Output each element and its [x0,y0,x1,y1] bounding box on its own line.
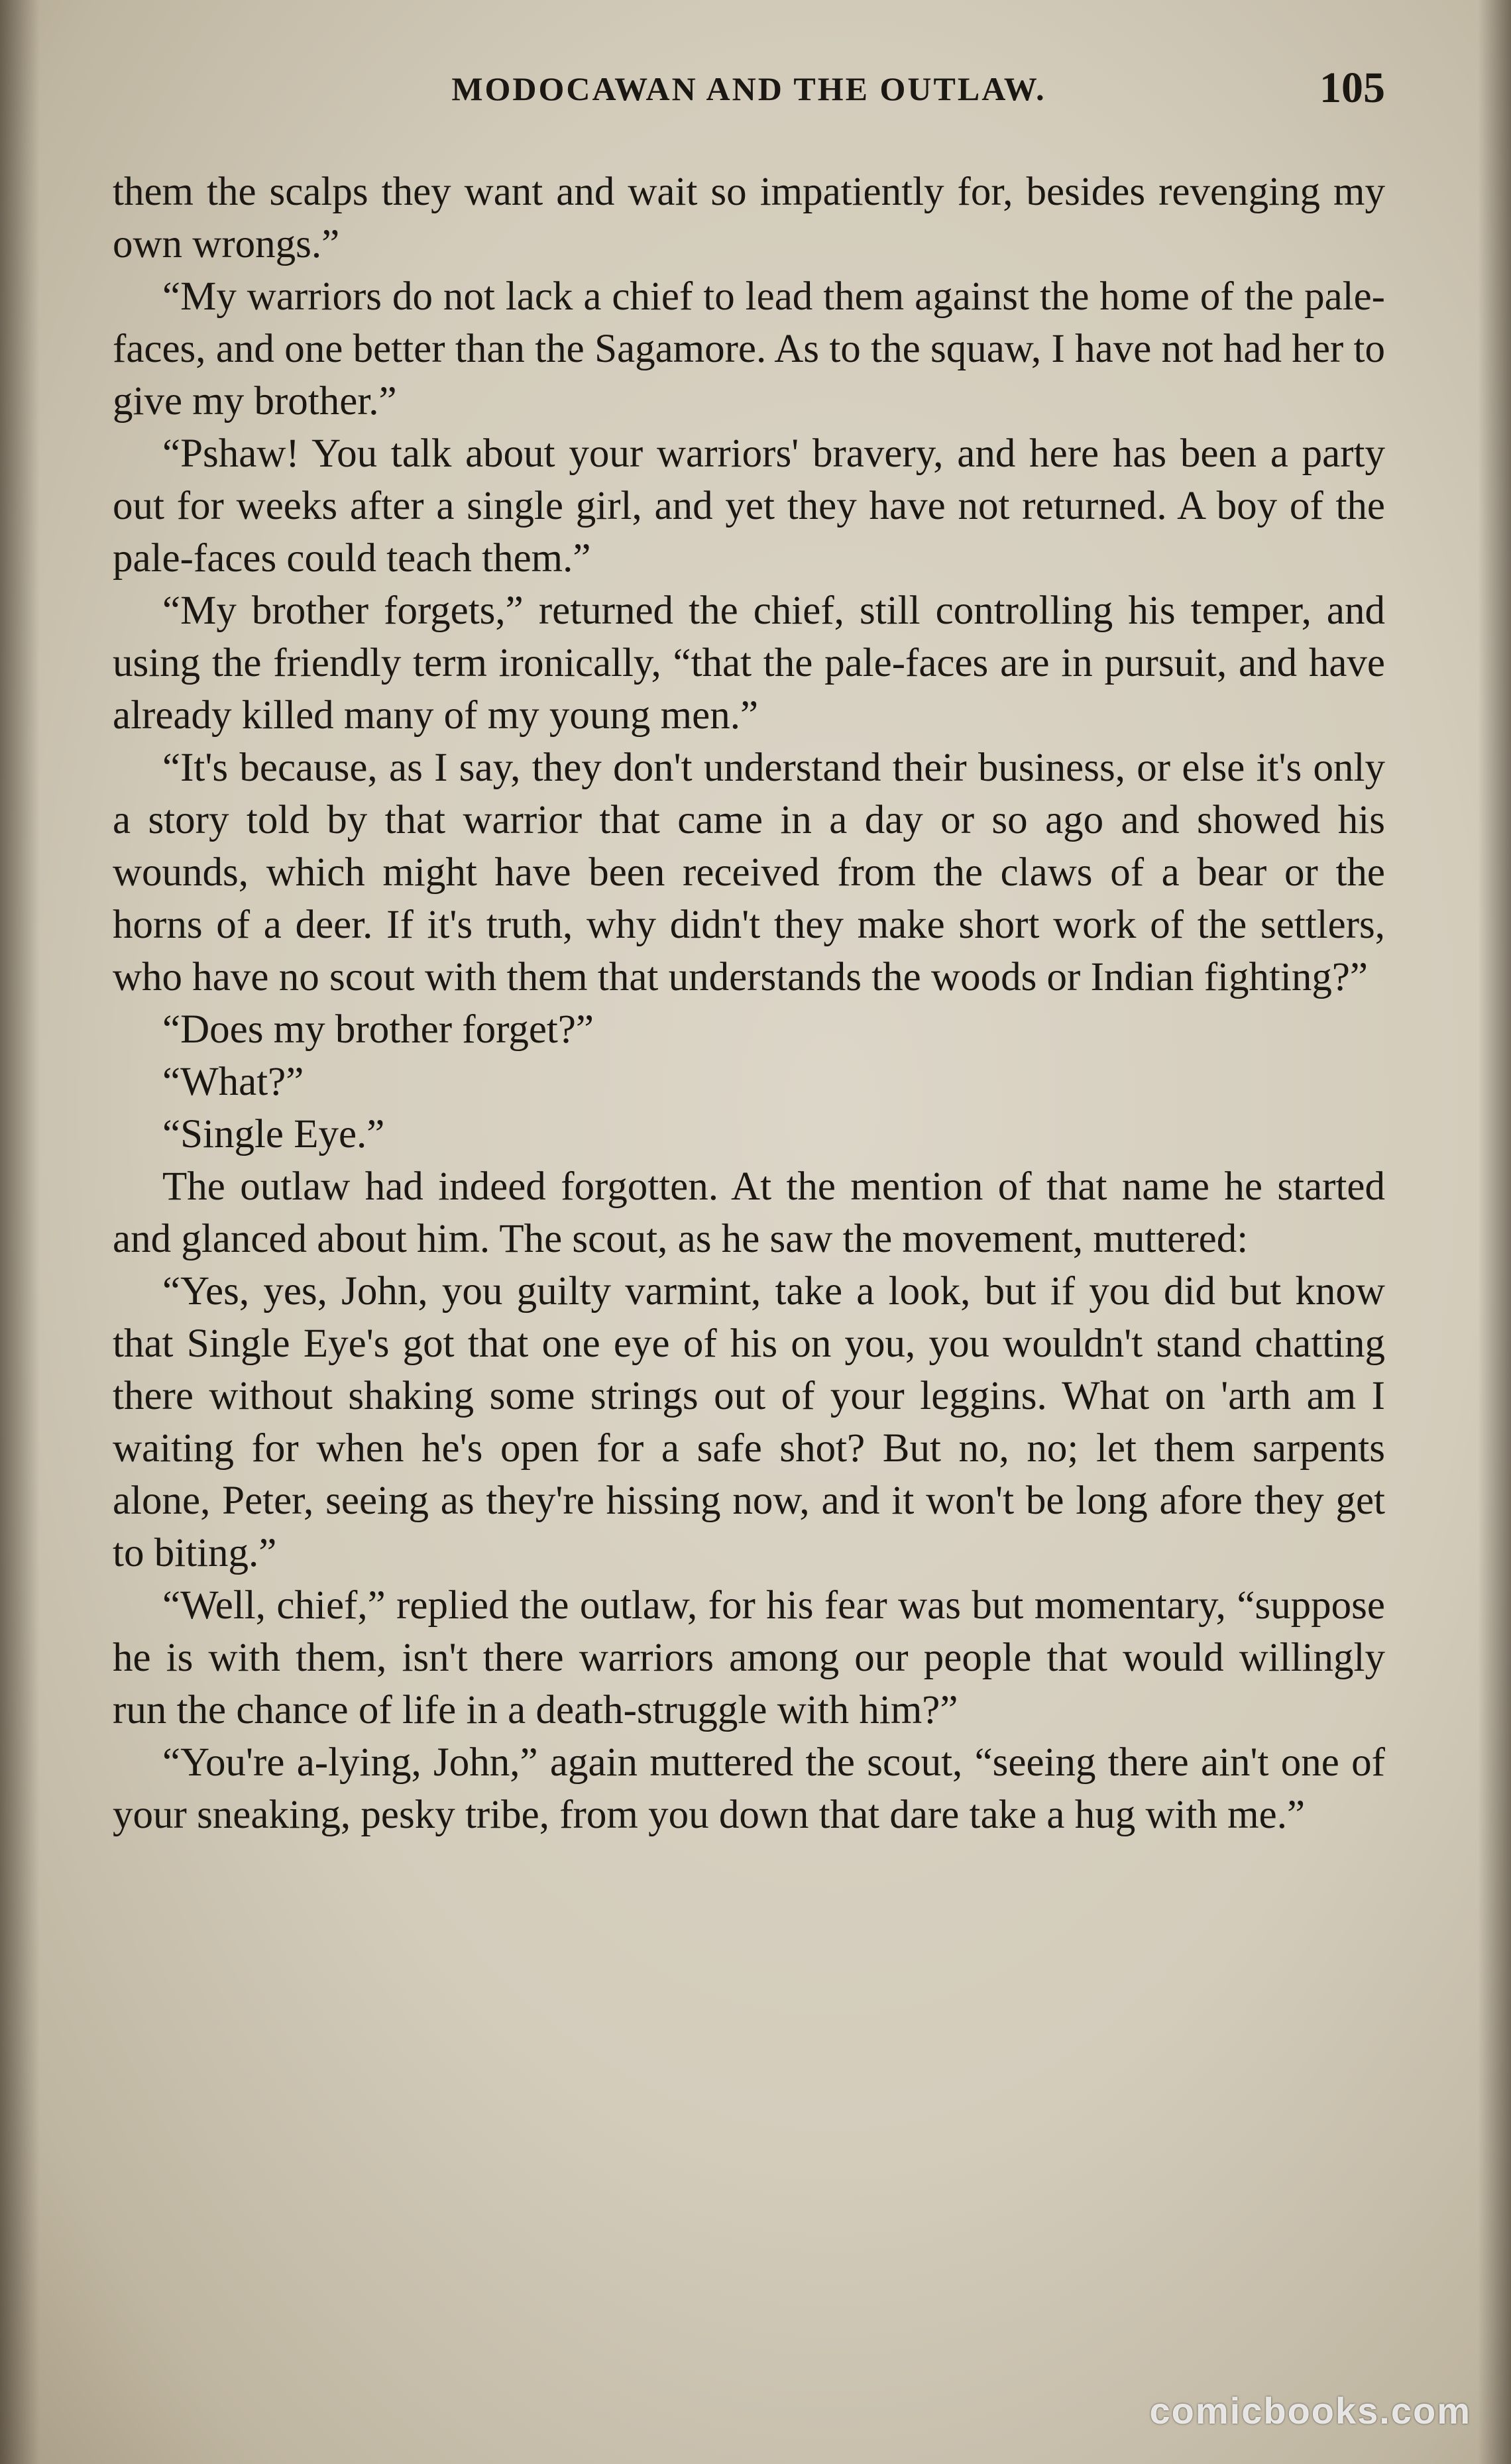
watermark: comicbooks.com [1149,2390,1471,2432]
paragraph: “My warriors do not lack a chief to lead them against the home of the pale-faces, and one better than the Sagamore. As to the squaw, I have not had her to give my brother.” [113,274,1385,423]
paragraph: “Does my brother forget?” [162,1007,594,1052]
paragraph: “It's because, as I say, they don't understand their business, or else it's only a story told by that warrior that came in a day or so ago and showed his wounds, which might have been received from the claws of a bear or the horns of a deer. If it's truth, why didn't they make short work of the settlers, who have no scout with them that understands the woods or Indian fighting?” [113,746,1385,999]
paragraph: them the scalps they want and wait so impatiently for, besides revenging my own wrongs.” [113,170,1385,266]
page-number: 105 [1319,64,1385,112]
paragraph: “Pshaw! You talk about your warriors' bravery, and here has been a party out for weeks after a single girl, and yet they have not returned. A boy of the pale-faces could teach them.” [113,431,1385,581]
paragraph: “You're a-lying, John,” again muttered the scout, “seeing there ain't one of your sneaking, pesky tribe, from you down that dare take a hug with me.” [113,1740,1385,1837]
paragraph: “Single Eye.” [162,1112,385,1156]
paragraph: “What?” [162,1060,304,1104]
paragraph: The outlaw had indeed forgotten. At the mention of that name he started and glanced about him. The scout, as he saw the movement, muttered: [113,1164,1385,1261]
body-text [113,166,1385,1841]
paragraph: “My brother forgets,” returned the chief, still controlling his temper, and using the friendly term ironically, “that the pale-faces are in pursuit, and have already killed many of my young men.” [113,588,1385,738]
running-head: MODOCAWAN AND THE OUTLAW. [451,70,1046,107]
page-header [113,63,1385,123]
paragraph: “Yes, yes, John, you guilty varmint, take a look, but if you did but know that Single Eye's got that one eye of his on you, you wouldn't stand chatting there without shaking some strings out of your leggins. What on 'arth am I waiting for when he's open for a safe shot? But no, no; let them sarpents alone, Peter, seeing as they're hissing now, and it won't be long afore they get to biting.” [113,1269,1385,1575]
paragraph: “Well, chief,” replied the outlaw, for his fear was but momentary, “suppose he is with them, isn't there warriors among our people that would willingly run the chance of life in a death-struggle with him?” [113,1583,1385,1732]
